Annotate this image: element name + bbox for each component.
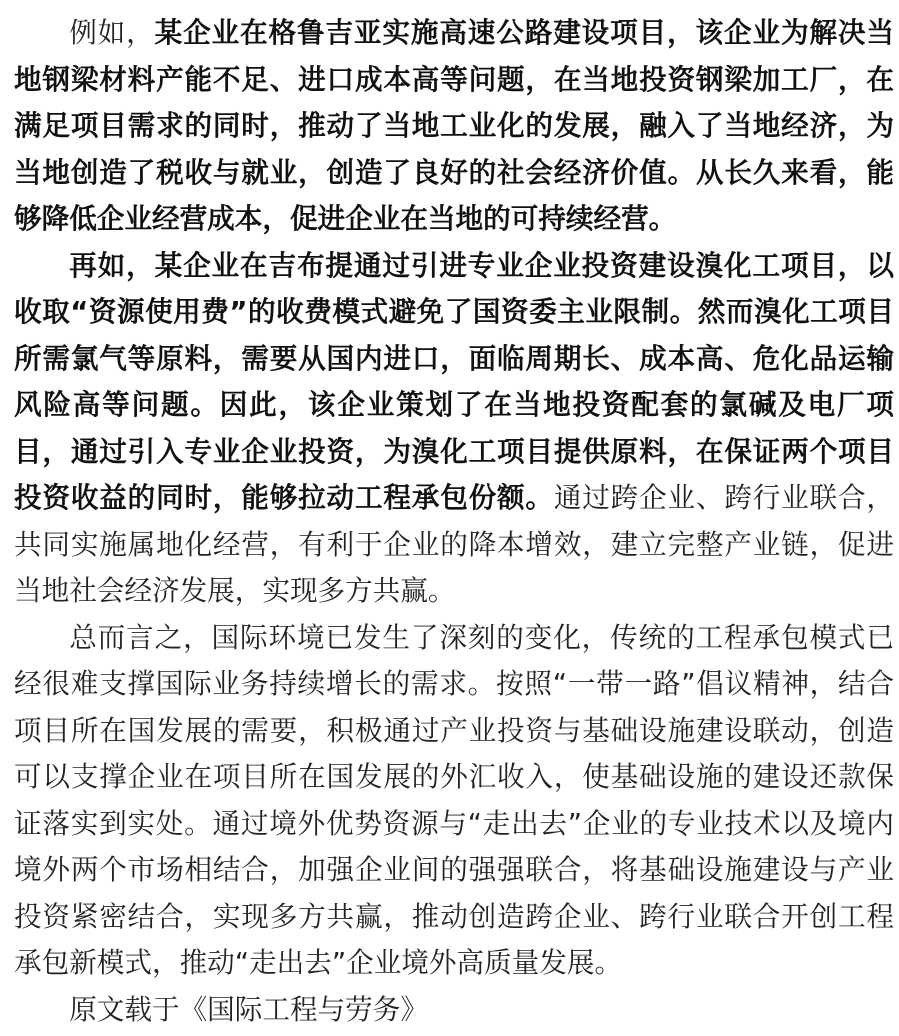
paragraph-intro: 例如， <box>69 16 155 49</box>
source-attribution: 原文载于《国际工程与劳务》 <box>69 992 428 1026</box>
paragraph-djibouti-example <box>14 243 894 615</box>
paragraph-georgia-example <box>14 10 894 243</box>
paragraph-rest-text: 总而言之，国际环境已发生了深刻的变化，传统的工程承包模式已经很难支撑国际业务持续增长的需求。按照“一带一路”倡议精神，结合项目所在国发展的需要，积极通过产业投资与基础设施建设联动，创造可以支撑企业在项目所在国发展的外汇收入，使基础设施的建设还款保证落实到实处。通过境外优势资源与“走出去”企业的专业技术以及境内境外两个市场相结合，加强企业间的强强联合，将基础设施建设与产业投资紧密结合，实现多方共赢，推动创造跨企业、跨行业联合开创工程承包新模式，推动“走出去”企业境外高质量发展。 <box>14 620 894 979</box>
article-body <box>14 10 894 1033</box>
paragraph-conclusion <box>14 615 894 987</box>
paragraph-bold-text: 再如，某企业在吉布提通过引进专业企业投资建设溴化工项目，以收取“资源使用费”的收费模式避免了国资委主业限制。然而溴化工项目所需氯气等原料，需要从国内进口，面临周期长、成本高、危化品运输风险高等问题。因此，该企业策划了在当地投资配套的氯碱及电厂项目，通过引入专业企业投资，为溴化工项目提供原料，在保证两个项目投资收益的同时，能够拉动工程承包份额。 <box>14 248 894 514</box>
paragraph-rest-text: 通过跨企业、跨行业联合，共同实施属地化经营，有利于企业的降本增效，建立完整产业链，促进当地社会经济发展，实现多方共赢。 <box>14 481 894 607</box>
paragraph-bold-text: 某企业在格鲁吉亚实施高速公路建设项目，该企业为解决当地钢梁材料产能不足、进口成本高等问题，在当地投资钢梁加工厂，在满足项目需求的同时，推动了当地工业化的发展，融入了当地经济，为当地创造了税收与就业，创造了良好的社会经济价值。从长久来看，能够降低企业经营成本，促进企业在当地的可持续经营。 <box>14 16 894 235</box>
